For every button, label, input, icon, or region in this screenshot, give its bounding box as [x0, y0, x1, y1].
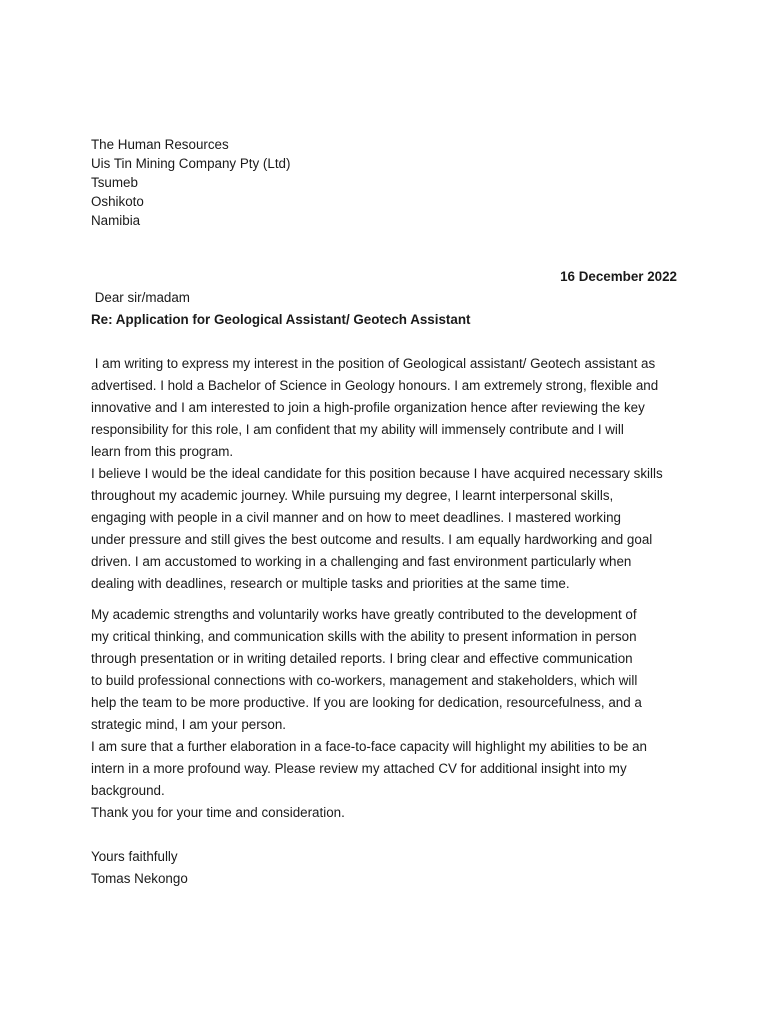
recipient-line: Uis Tin Mining Company Pty (Ltd) [91, 156, 291, 171]
body-line: advertised. I hold a Bachelor of Science in Geology honours. I am extremely strong, flexible and [91, 378, 659, 393]
body-line: dealing with deadlines, research or multiple tasks and priorities at the same time. [91, 576, 570, 591]
body-line: I am writing to express my interest in the position of Geological assistant/ Geotech assistant as [91, 356, 656, 371]
body-line: innovative and I am interested to join a high-profile organization hence after reviewing the key [91, 400, 645, 415]
body-line: help the team to be more productive. If you are looking for dedication, resourcefulness, and a [91, 695, 642, 710]
body-line: background. [91, 783, 165, 798]
signature: Tomas Nekongo [91, 871, 188, 886]
body-line: driven. I am accustomed to working in a challenging and fast environment particularly when [91, 554, 632, 569]
body-line: responsibility for this role, I am confident that my ability will immensely contribute and I will [91, 422, 624, 437]
body-line: through presentation or in writing detailed reports. I bring clear and effective communication [91, 651, 633, 666]
letter-date: 16 December 2022 [560, 269, 677, 284]
body-line: My academic strengths and voluntarily works have greatly contributed to the development of [91, 607, 637, 622]
recipient-line: Oshikoto [91, 194, 144, 209]
recipient-line: Tsumeb [91, 175, 138, 190]
body-line: I am sure that a further elaboration in a face-to-face capacity will highlight my abilities to be an [91, 739, 647, 754]
body-line: throughout my academic journey. While pursuing my degree, I learnt interpersonal skills, [91, 488, 614, 503]
body-line: engaging with people in a civil manner and on how to meet deadlines. I mastered working [91, 510, 621, 525]
body-line: under pressure and still gives the best outcome and results. I am equally hardworking and goal [91, 532, 653, 547]
body-line: I believe I would be the ideal candidate for this position because I have acquired necessary skills [91, 466, 663, 481]
salutation: Dear sir/madam [91, 290, 190, 305]
subject-line: Re: Application for Geological Assistant/ Geotech Assistant [91, 312, 471, 327]
recipient-line: The Human Resources [91, 137, 229, 152]
body-line: learn from this program. [91, 444, 234, 459]
body-line: my critical thinking, and communication skills with the ability to present information in person [91, 629, 637, 644]
closing: Yours faithfully [91, 849, 178, 864]
body-line: strategic mind, I am your person. [91, 717, 286, 732]
body-line: intern in a more profound way. Please review my attached CV for additional insight into my [91, 761, 627, 776]
recipient-line: Namibia [91, 213, 141, 228]
body-line: to build professional connections with co-workers, management and stakeholders, which will [91, 673, 638, 688]
body-line: Thank you for your time and consideration. [91, 805, 345, 820]
